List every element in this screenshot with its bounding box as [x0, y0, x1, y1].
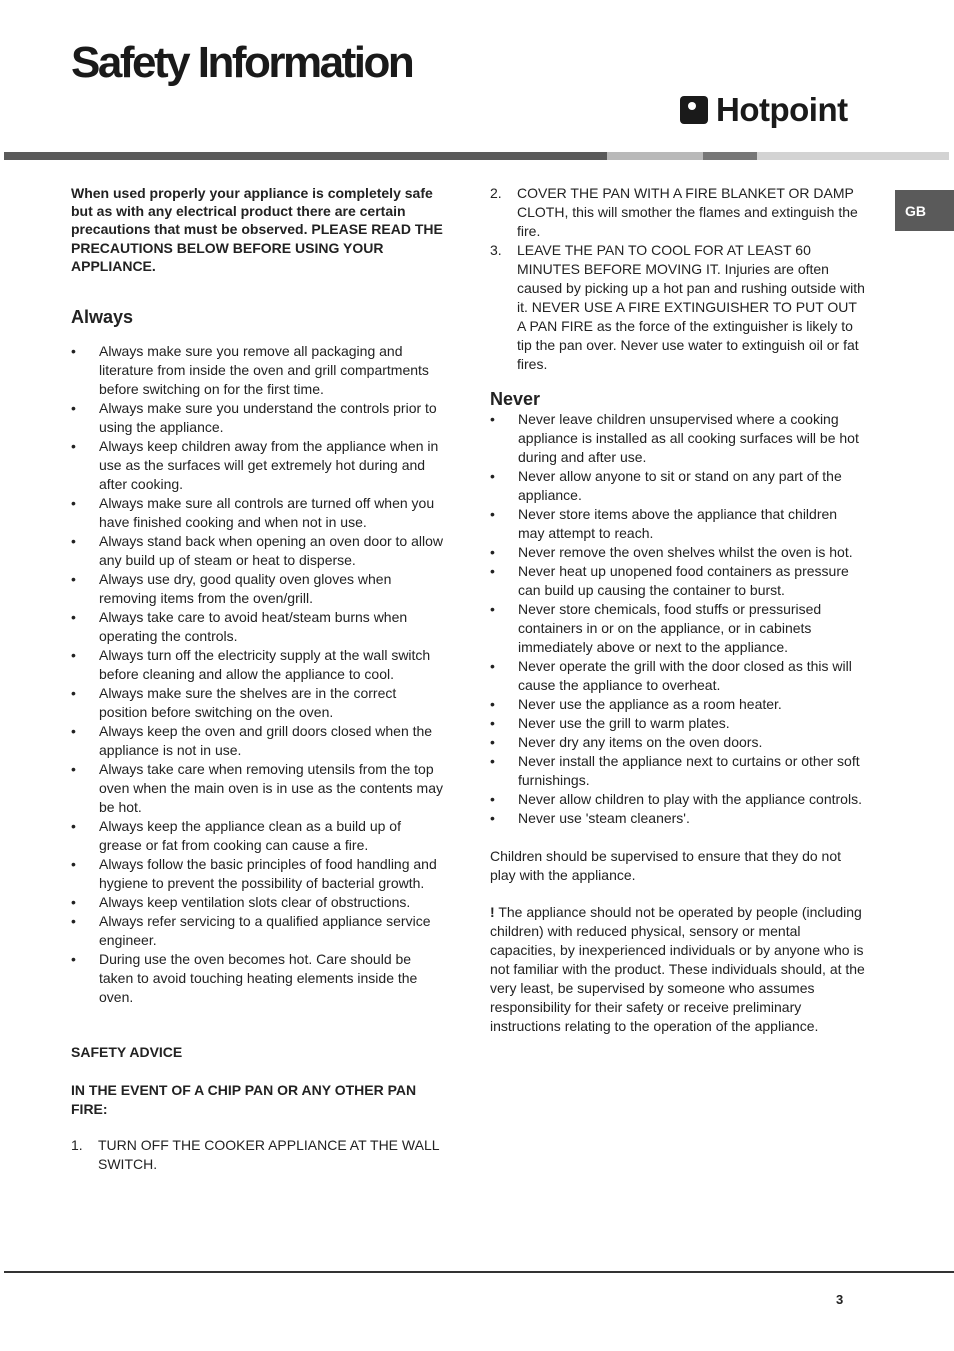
- list-item: • Always make sure you remove all packaging and literature from inside the oven and grill compartments before switching on for the first time.: [71, 342, 443, 399]
- fire-steps-list-continued: [490, 184, 865, 374]
- list-item: • During use the oven becomes hot. Care should be taken to avoid touching heating elements inside the oven.: [71, 950, 443, 1007]
- language-tab: GB: [895, 190, 954, 231]
- list-item: [71, 1136, 443, 1174]
- header-divider-bar: [4, 152, 607, 160]
- list-item: • Always take care when removing utensils from the top oven when the main oven is in use as the contents may be hot.: [71, 760, 443, 817]
- footer-divider: [4, 1271, 954, 1273]
- always-list: [71, 342, 443, 1007]
- intro-text: When used properly your appliance is completely safe but as with any electrical product there are certain precautions that must be observed. PLEASE READ THE PRECAUTIONS BELOW BEFORE USING YOUR APPLIANCE.: [71, 185, 443, 274]
- list-item: • Never use 'steam cleaners'.: [490, 809, 865, 828]
- list-item: • Always take care to avoid heat/steam burns when operating the controls.: [71, 608, 443, 646]
- header-divider-bar: [703, 152, 757, 160]
- step-text: COVER THE PAN WITH A FIRE BLANKET OR DAMP CLOTH, this will smother the flames and extinguish the fire.: [517, 185, 858, 239]
- list-item: • Never leave children unsupervised where a cooking appliance is installed as all cooking surfaces will be hot during and after use.: [490, 410, 865, 467]
- warning-text: The appliance should not be operated by people (including children) with reduced physical, sensory or mental capacities, by inexperienced individuals or by anyone who is not familiar with the product. These individuals should, at the very least, be supervised by someone who assumes responsibility for their safety or receive preliminary instructions relating to the operation of the appliance.: [490, 904, 865, 1034]
- never-heading: Never: [490, 389, 541, 409]
- left-column: [71, 184, 443, 1174]
- list-item: • Always keep the oven and grill doors closed when the appliance is not in use.: [71, 722, 443, 760]
- page-number: 3: [836, 1292, 844, 1307]
- step-number: 2.: [490, 185, 502, 201]
- list-item: • Never dry any items on the oven doors.: [490, 733, 865, 752]
- list-item: [490, 241, 865, 374]
- list-item: • Never store items above the appliance that children may attempt to reach.: [490, 505, 865, 543]
- list-item: • Always keep ventilation slots clear of obstructions.: [71, 893, 443, 912]
- step-number: 3.: [490, 242, 502, 258]
- safety-advice-subheading: IN THE EVENT OF A CHIP PAN OR ANY OTHER PAN FIRE:: [71, 1082, 417, 1118]
- list-item: • Never store chemicals, food stuffs or pressurised containers in or on the appliance, or in cabinets immediately above or next to the appliance.: [490, 600, 865, 657]
- list-item: • Always make sure the shelves are in the correct position before switching on the oven.: [71, 684, 443, 722]
- never-list: [490, 410, 865, 828]
- warning-paragraph: [490, 903, 865, 1036]
- list-item: • Always make sure you understand the controls prior to using the appliance.: [71, 399, 443, 437]
- list-item: [490, 184, 865, 241]
- header-divider-bar: [757, 152, 949, 160]
- list-item: • Never use the appliance as a room heater.: [490, 695, 865, 714]
- list-item: • Always make sure all controls are turned off when you have finished cooking and when not in use.: [71, 494, 443, 532]
- step-number: 1.: [71, 1137, 83, 1154]
- list-item: • Always stand back when opening an oven door to allow any build up of steam or heat to disperse.: [71, 532, 443, 570]
- list-item: • Never allow anyone to sit or stand on any part of the appliance.: [490, 467, 865, 505]
- fire-steps-list-start: [71, 1136, 443, 1174]
- list-item: • Always refer servicing to a qualified appliance service engineer.: [71, 912, 443, 950]
- brand-logo-icon: [680, 96, 708, 124]
- children-note: Children should be supervised to ensure that they do not play with the appliance.: [490, 848, 842, 883]
- always-heading: Always: [71, 307, 134, 328]
- safety-advice-heading: SAFETY ADVICE: [71, 1044, 183, 1061]
- list-item: • Never heat up unopened food containers as pressure can build up causing the container to burst.: [490, 562, 865, 600]
- list-item: • Always use dry, good quality oven gloves when removing items from the oven/grill.: [71, 570, 443, 608]
- brand-logo: [680, 92, 848, 128]
- step-text: LEAVE THE PAN TO COOL FOR AT LEAST 60 MINUTES BEFORE MOVING IT. Injuries are often caused by picking up a hot pan and rushing outside with it. NEVER USE A FIRE EXTINGUISHER TO PUT OUT A PAN FIRE as the force of the extinguisher is likely to tip the pan over. Never use water to extinguish oil or fat fires.: [517, 242, 865, 372]
- warning-mark: !: [490, 904, 495, 920]
- list-item: • Never allow children to play with the appliance controls.: [490, 790, 865, 809]
- list-item: • Never remove the oven shelves whilst the oven is hot.: [490, 543, 865, 562]
- right-column: [490, 184, 865, 1036]
- step-text: TURN OFF THE COOKER APPLIANCE AT THE WALL SWITCH.: [98, 1137, 439, 1173]
- header-divider-bar: [607, 152, 703, 160]
- brand-name: Hotpoint: [716, 91, 848, 128]
- list-item: • Always follow the basic principles of food handling and hygiene to prevent the possibility of bacterial growth.: [71, 855, 443, 893]
- page-title: Safety Information: [71, 38, 413, 87]
- list-item: • Always turn off the electricity supply at the wall switch before cleaning and allow the appliance to cool.: [71, 646, 443, 684]
- list-item: • Always keep the appliance clean as a build up of grease or fat from cooking can cause a fire.: [71, 817, 443, 855]
- list-item: • Never operate the grill with the door closed as this will cause the appliance to overheat.: [490, 657, 865, 695]
- list-item: • Never use the grill to warm plates.: [490, 714, 865, 733]
- list-item: • Always keep children away from the appliance when in use as the surfaces will get extremely hot during and after cooking.: [71, 437, 443, 494]
- list-item: • Never install the appliance next to curtains or other soft furnishings.: [490, 752, 865, 790]
